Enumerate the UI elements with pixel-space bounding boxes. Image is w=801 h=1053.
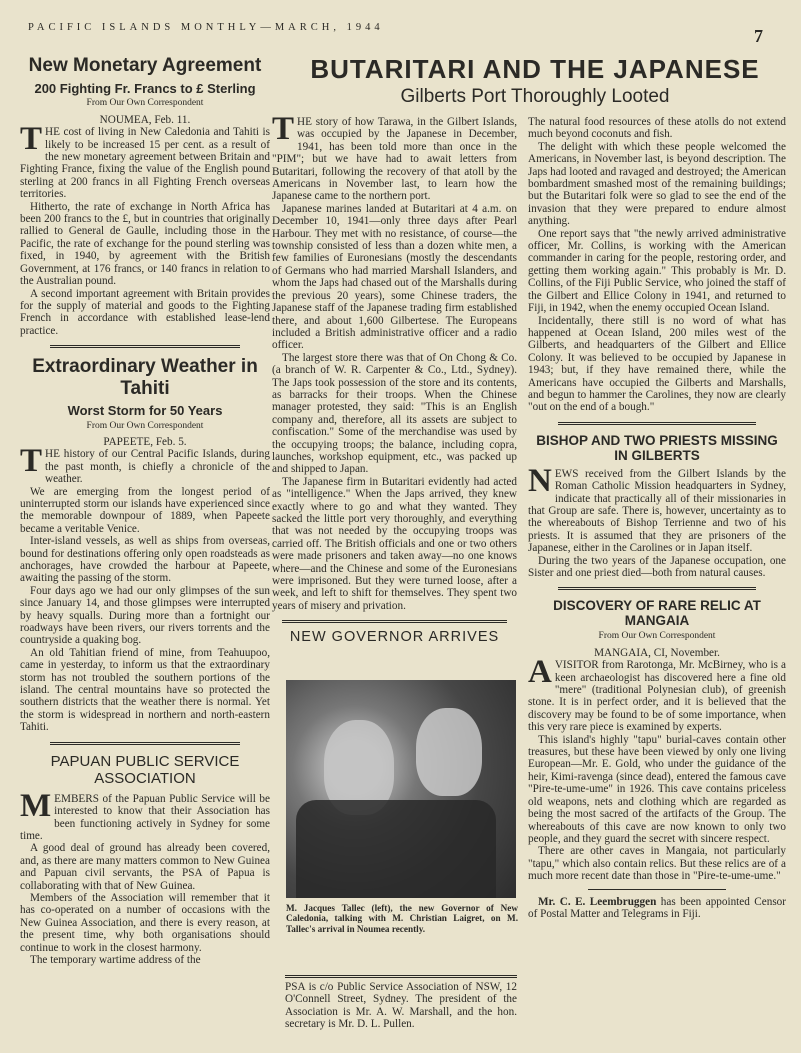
- article-subtitle: Worst Storm for 50 Years: [67, 403, 223, 419]
- paragraph: During the two years of the Japanese occupation, one Sister and one priest died—both from natural causes.: [528, 554, 786, 579]
- paragraph: A second important agreement with Britain provides for the supply of material and goods to the Fighting French in accordance with established lease-lend practice.: [20, 287, 270, 337]
- right-column: [528, 116, 786, 920]
- drop-cap: T: [20, 121, 43, 158]
- paragraph: THE cost of living in New Caledonia and Tahiti is likely to be increased 15 per cent. as a result of the new monetary agreement between Britain and Fighting France, fixing the value of the English pound sterling at 200 francs in all Fighting French overseas territories.: [20, 121, 270, 201]
- article-title: Extraordinary Weather in Tahiti: [32, 356, 258, 400]
- drop-cap: T: [20, 443, 43, 480]
- paragraph: Members of the Association will remember that it has co-operated on a number of occasions with the New Guinea Association, and there is every reason, at the present time, why both organisations should continue to work in the closest harmony.: [20, 891, 270, 954]
- paragraph: There are other caves in Mangaia, not particularly "tapu," which also contain relics. But these relics are of a much more recent date than those in "Pire-te-ume-ume.": [528, 845, 786, 883]
- note-name: Mr. C. E. Leembruggen: [538, 895, 657, 908]
- paragraph: Inter-island vessels, as well as ships from overseas, bound for destinations offering only open roadsteads as anchorages, have crowded the harbour at Papeete, awaiting the passing of the storm.: [20, 535, 270, 585]
- paragraph: THE history of our Central Pacific Islands, during the past month, is chiefly a chronicle of the weather.: [20, 443, 270, 486]
- divider: [50, 345, 240, 348]
- byline: From Our Own Correspondent: [86, 420, 204, 431]
- article-title: DISCOVERY OF RARE RELIC AT MANGAIA: [553, 598, 761, 629]
- main-headline: BUTARITARI AND THE JAPANESE: [310, 54, 760, 84]
- paragraph: Hitherto, the rate of exchange in North Africa has been 200 francs to the £, but in countries that originally rallied to General de Gaulle, including those in the Pacific, the rate of exchange for the pound sterling was fixed, in 1940, by agreement with the British Government, at 176 francs, or 140 francs in relation to the Australian pound.: [20, 200, 270, 288]
- paragraph: A good deal of ground has already been covered, and, as there are many matters common to New Guinea and Papuan civil servants, the PSA of Papua is collaborating with that of New Guinea.: [20, 842, 270, 892]
- divider: [588, 889, 726, 890]
- middle-column: [272, 111, 517, 646]
- paragraph: Four days ago we had our only glimpses of the sun since January 14, and those glimpses were interrupted by heavy squalls. During more than a fortnight our roadways have been rivers, our rivers torrents and the countryside a quaking bog.: [20, 584, 270, 647]
- divider: [558, 422, 756, 425]
- drop-cap: M: [20, 787, 52, 824]
- paragraph: AVISITOR from Rarotonga, Mr. McBirney, who is a keen archaeologist has discovered here a fine old "mere" (traditional Polynesian club), of greenish stone. It is in perfect order, and it is believed that the discovery may be found to be of some importance, when this very rare piece is examined by experts.: [528, 654, 786, 734]
- paragraph: Japanese marines landed at Butaritari at 4 a.m. on December 10, 1941—only three days after Pearl Harbour. They met with no resistance, of course—the township consisted of less than a dozen white men, a few families of Euronesians (mostly the descendants of Germans who had married Marshall Islanders, and whom the Japs had chased out of the Marshalls during the previous 20 years), some Chinese traders, the Japanese staff of the Japanese trading firm established there, and about 1,600 Gilbertese. The Europeans included a British administrative officer and a radio officer.: [272, 202, 517, 352]
- dateline: NOUMEA, Feb. 11.: [99, 113, 191, 126]
- paragraph: NEWS received from the Gilbert Islands by the Roman Catholic Mission headquarters in Sydney, indicate that practically all of their missionaries in that Group are safe. There is, however, uncertainty as to the whereabouts of Bishop Terrienne and two of his priests. It is assumed that they are prisoners of the Japanese, either in the Carolines or in Japan itself.: [528, 462, 786, 555]
- byline: From Our Own Correspondent: [598, 631, 716, 642]
- paragraph: Incidentally, there still is no word of what has happened at Ocean Island, 200 miles west of the Gilberts, and headquarters of the Gilbert and Ellice Colony. It was believed to be occupied by Japanese in 1943; but, if they have remained there, while the Americans have occupied the Gilberts and Marshalls, and begun to hammer the Carolines, they now are clearly "out on the end of a bough.": [528, 314, 786, 414]
- article-title: NEW GOVERNOR ARRIVES: [289, 629, 500, 646]
- dateline: MANGAIA, CI, November.: [594, 646, 720, 659]
- left-column: [20, 55, 270, 966]
- divider: [558, 587, 756, 590]
- paragraph: The natural food resources of these atolls do not extend much beyond coconuts and fish.: [528, 116, 786, 141]
- byline: From Our Own Correspondent: [86, 98, 204, 109]
- dateline: PAPEETE, Feb. 5.: [103, 435, 187, 448]
- photo-caption: M. Jacques Tallec (left), the new Governor of New Caledonia, talking with M. Christian Laigret, on M. Tallec's arrival in Noumea recently.: [286, 903, 518, 934]
- paragraph: An old Tahitian friend of mine, from Teahuupoo, came in yesterday, to inform us that the extraordinary storm has not troubled the southern portions of the island. The central mountains have so protected the southern districts that the weather there is normal. Yet the storm is widespread in northern and north-eastern Tahiti.: [20, 646, 270, 734]
- governor-photo: [286, 680, 516, 898]
- paragraph: Mr. C. E. Leembruggen has been appointed Censor of Postal Matter and Telegrams in Fiji.: [528, 895, 787, 920]
- paragraph: We are emerging from the longest period of uninterrupted storm our islands have experienced since the memorable downpour of 1889, when Papeete became a veritable Venice.: [20, 485, 270, 535]
- article-title: PAPUAN PUBLIC SERVICE ASSOCIATION: [50, 752, 240, 787]
- drop-cap: A: [528, 654, 552, 691]
- page-number: 7: [754, 26, 763, 46]
- paragraph: The Japanese firm in Butaritari evidently had acted as "intelligence." When the Japs arrived, they knew exactly where to go and what they wanted. They sacked the little port very thoroughly, and everything that was not needed by the occupying troops was carried off. The British officials and one or two others were made prisoners and taken away—no one knows where—and the Chinese and some of the Euronesians were imprisoned. But they were turned loose, after a week, and left to shift for themselves. They spent two years of misery and privation.: [272, 475, 517, 612]
- drop-cap: T: [272, 111, 295, 147]
- divider: [50, 742, 240, 745]
- article-subtitle: 200 Fighting Fr. Francs to £ Sterling: [34, 81, 256, 96]
- paragraph: MEMBERS of the Papuan Public Service will be interested to know that their Association has been functioning actively in Sydney for some time.: [20, 787, 270, 842]
- article-title: BISHOP AND TWO PRIESTS MISSING IN GILBERTS: [536, 432, 778, 463]
- paragraph: The largest store there was that of On Chong & Co. (a branch of W. R. Carpenter & Co., Ltd., Sydney). The Japs took possession of the store and its contents, as barracks for their troops. When the Chinese manager protested, they said: "This is an English company and, therefore, all its assets are subject to confiscation." Some of the merchandise was used by the occupying troops; the balance, including copra, launches, workshop equipment, etc., was packed up and shipped to Japan.: [272, 351, 517, 476]
- paragraph: The delight with which these people welcomed the Americans, in November last, is beyond description. The Japs had looted and ravaged and destroyed; the American bombardment smashed most of the remaining buildings; but the Butaritari folk were so glad to see the end of the invasion that they were prepared to endure almost anything.: [528, 140, 786, 228]
- paragraph: This island's highly "tapu" burial-caves contain other treasures, but these have been viewed by only one living European—Mr. E. Gold, who under the guidance of the heir, Kimi-ravenga (since dead), entered the famous cave "Pire-te-ume-ume" in 1926. This cave contains priceless old weapons, nets and clothing which are regarded as being the most sacred of the artifacts of the Group. The whereabouts of this cave are now known to only two people, and they guard the secret with sincere respect.: [528, 733, 786, 845]
- psa-note: [285, 975, 517, 1031]
- paragraph: One report says that "the newly arrived administrative officer, Mr. Collins, is working with the American commander in caring for the people, restoring order, and getting them working again." This probably is Mr. D. Collins, of the Fiji Public Service, who joined the staff of the Gilbert and Ellice Colony in 1941, and returned to Fiji, in 1942, when the enemy occupied Ocean Island.: [528, 227, 786, 315]
- main-subheadline: Gilberts Port Thoroughly Looted: [400, 86, 670, 107]
- article-title: New Monetary Agreement: [28, 55, 262, 76]
- drop-cap: N: [528, 462, 552, 499]
- paragraph: PSA is c/o Public Service Association of NSW, 12 O'Connell Street, Sydney. The president of the Association is Mr. A. W. Marshall, and the hon. secretary is Mr. D. L. Pullen.: [285, 981, 517, 1031]
- paragraph: THE story of how Tarawa, in the Gilbert Islands, was occupied by the Japanese in December, 1941, has been told more than once in the "PIM"; but we have had to await letters from Butaritari, following the recovery of that atoll by the Americans in November last, to learn how the Japanese came to the northern port.: [272, 111, 517, 203]
- divider: [282, 620, 507, 623]
- paragraph: The temporary wartime address of the: [30, 953, 201, 966]
- running-head: PACIFIC ISLANDS MONTHLY—MARCH, 1944: [28, 22, 384, 33]
- main-headline-block: [285, 55, 785, 108]
